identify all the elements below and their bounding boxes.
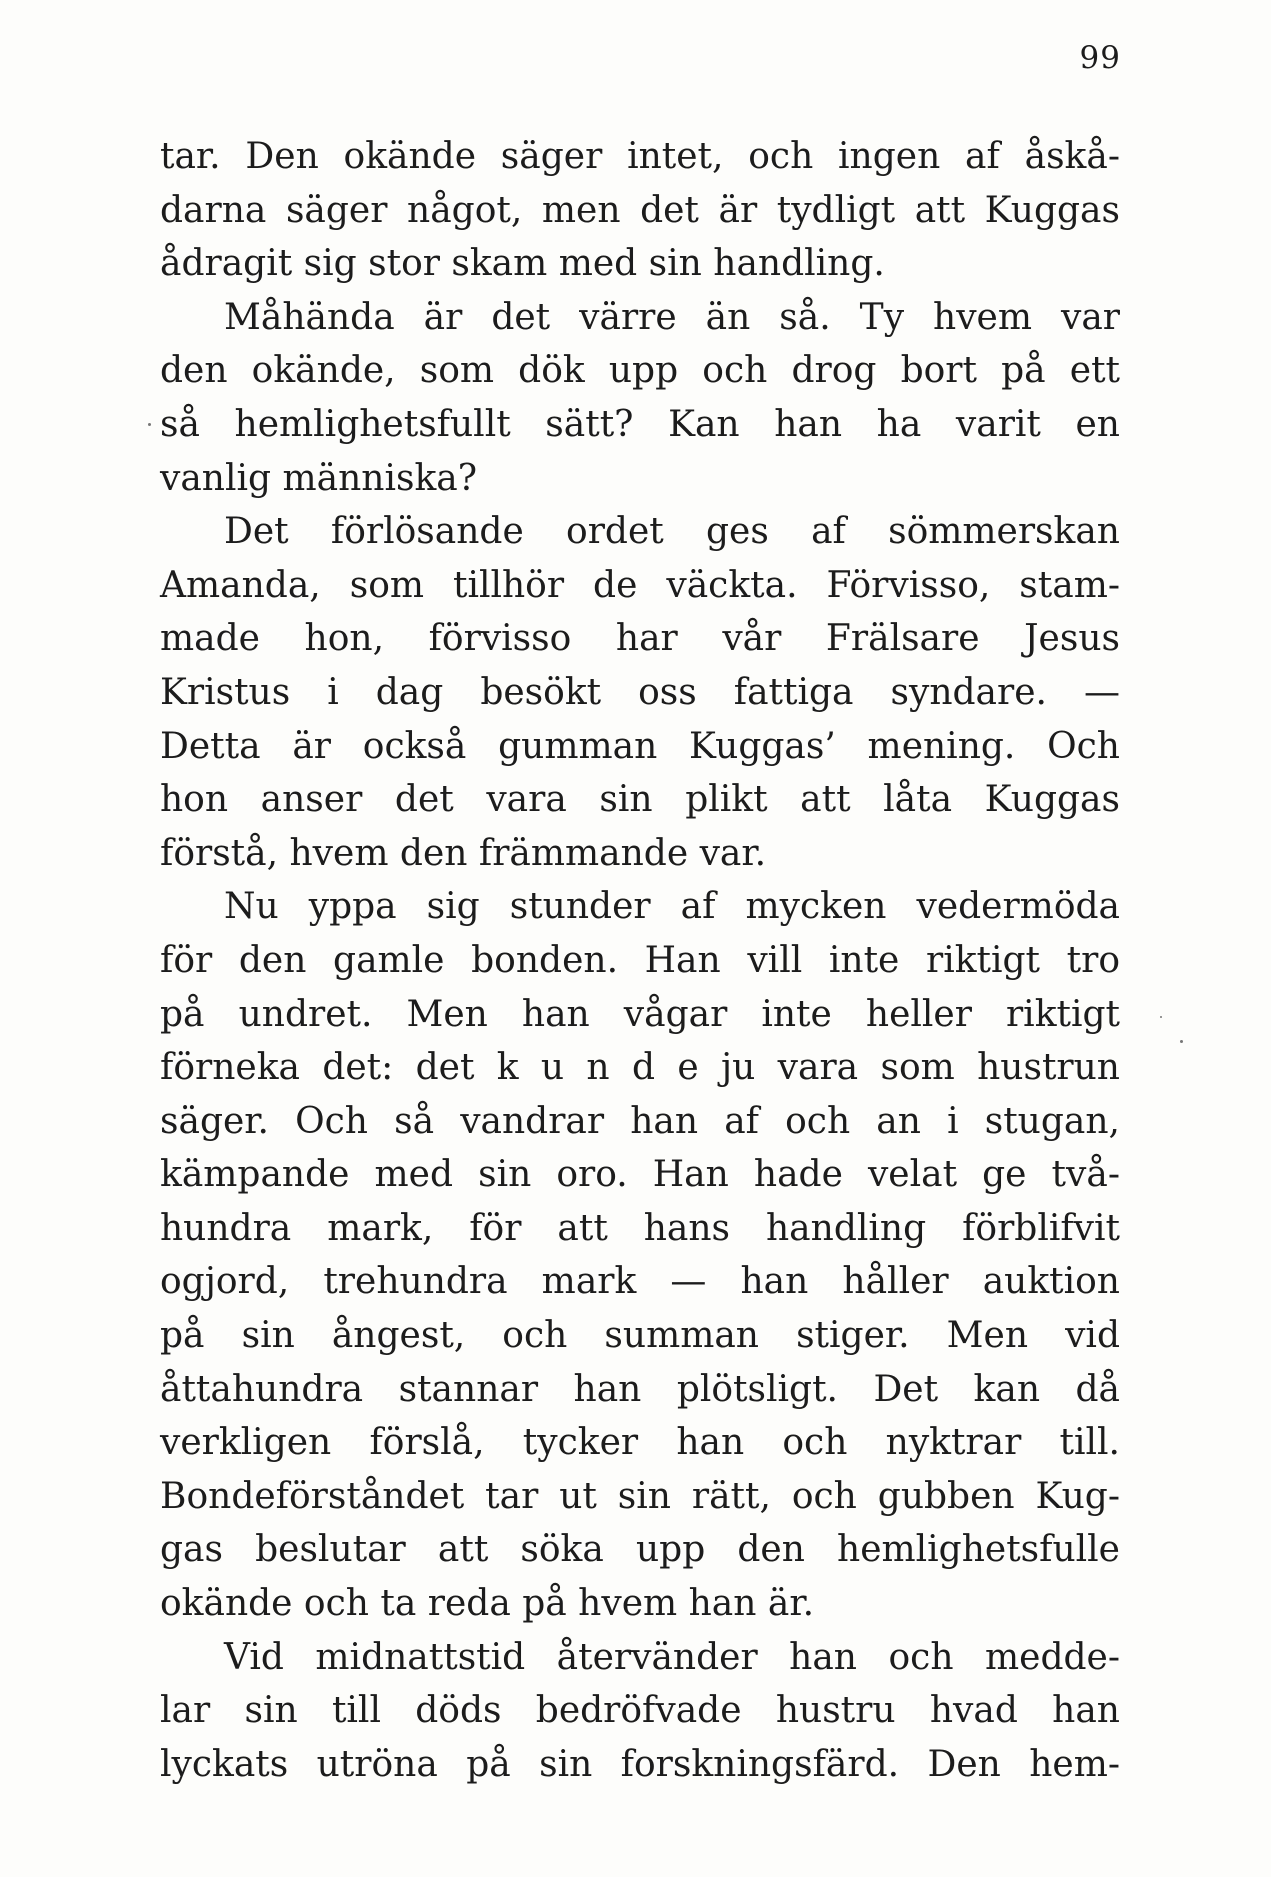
text-line: säger. Och så vandrar han af och an i stugan,: [160, 1100, 1120, 1142]
text-line: Amanda, som tillhör de väckta. Förvisso, stam-: [160, 564, 1120, 606]
text-line: förneka det: det k u n d e ju vara som hustrun: [160, 1047, 1120, 1089]
text-line: hundra mark, för att hans handling förblifvit: [160, 1207, 1120, 1249]
text-line: gas beslutar att söka upp den hemlighetsfulle: [160, 1529, 1120, 1571]
text-line: ogjord, trehundra mark — han håller auktion: [160, 1261, 1120, 1303]
text-line: kämpande med sin oro. Han hade velat ge två-: [160, 1154, 1120, 1196]
text-line: darna säger något, men det är tydligt att Kuggas: [160, 189, 1120, 231]
text-line: ådragit sig stor skam med sin handling.: [160, 243, 885, 285]
paper-speck: [148, 423, 151, 426]
body-text: [160, 130, 1120, 1791]
text-line: på undret. Men han vågar inte heller riktigt: [160, 993, 1120, 1035]
text-line: Bondeförståndet tar ut sin rätt, och gubben Kug-: [160, 1475, 1120, 1517]
text-line: vanlig människa?: [160, 457, 478, 499]
text-line: förstå, hvem den främmande var.: [160, 832, 767, 874]
text-line: åttahundra stannar han plötsligt. Det kan då: [160, 1368, 1120, 1410]
text-line: Detta är också gumman Kuggas’ mening. Och: [160, 725, 1120, 767]
text-line: Nu yppa sig stunder af mycken vedermöda: [224, 886, 1120, 928]
text-line: hon anser det vara sin plikt att låta Kuggas: [160, 779, 1120, 821]
text-line: Det förlösande ordet ges af sömmerskan: [224, 511, 1120, 553]
text-line: på sin ångest, och summan stiger. Men vid: [160, 1315, 1120, 1357]
text-line: lar sin till döds bedröfvade hustru hvad han: [160, 1690, 1120, 1732]
paper-speck: [1160, 1016, 1162, 1018]
text-line: för den gamle bonden. Han vill inte riktigt tro: [160, 939, 1120, 981]
text-line: så hemlighetsfullt sätt? Kan han ha varit en: [160, 403, 1120, 445]
text-line: Vid midnattstid återvänder han och medde-: [224, 1636, 1120, 1678]
page-number: 99: [1079, 40, 1121, 76]
text-line: Måhända är det värre än så. Ty hvem var: [224, 296, 1120, 338]
text-line: made hon, förvisso har vår Frälsare Jesus: [160, 618, 1120, 660]
text-line: tar. Den okände säger intet, och ingen af åskå-: [160, 136, 1120, 177]
paper-speck: [1180, 1040, 1183, 1043]
text-line: lyckats utröna på sin forskningsfärd. Den hem-: [160, 1743, 1120, 1785]
text-line: okände och ta reda på hvem han är.: [160, 1583, 815, 1625]
text-line: den okände, som dök upp och drog bort på ett: [160, 350, 1120, 392]
text-line: Kristus i dag besökt oss fattiga syndare. —: [160, 671, 1120, 713]
text-line: verkligen förslå, tycker han och nyktrar till.: [160, 1422, 1120, 1464]
